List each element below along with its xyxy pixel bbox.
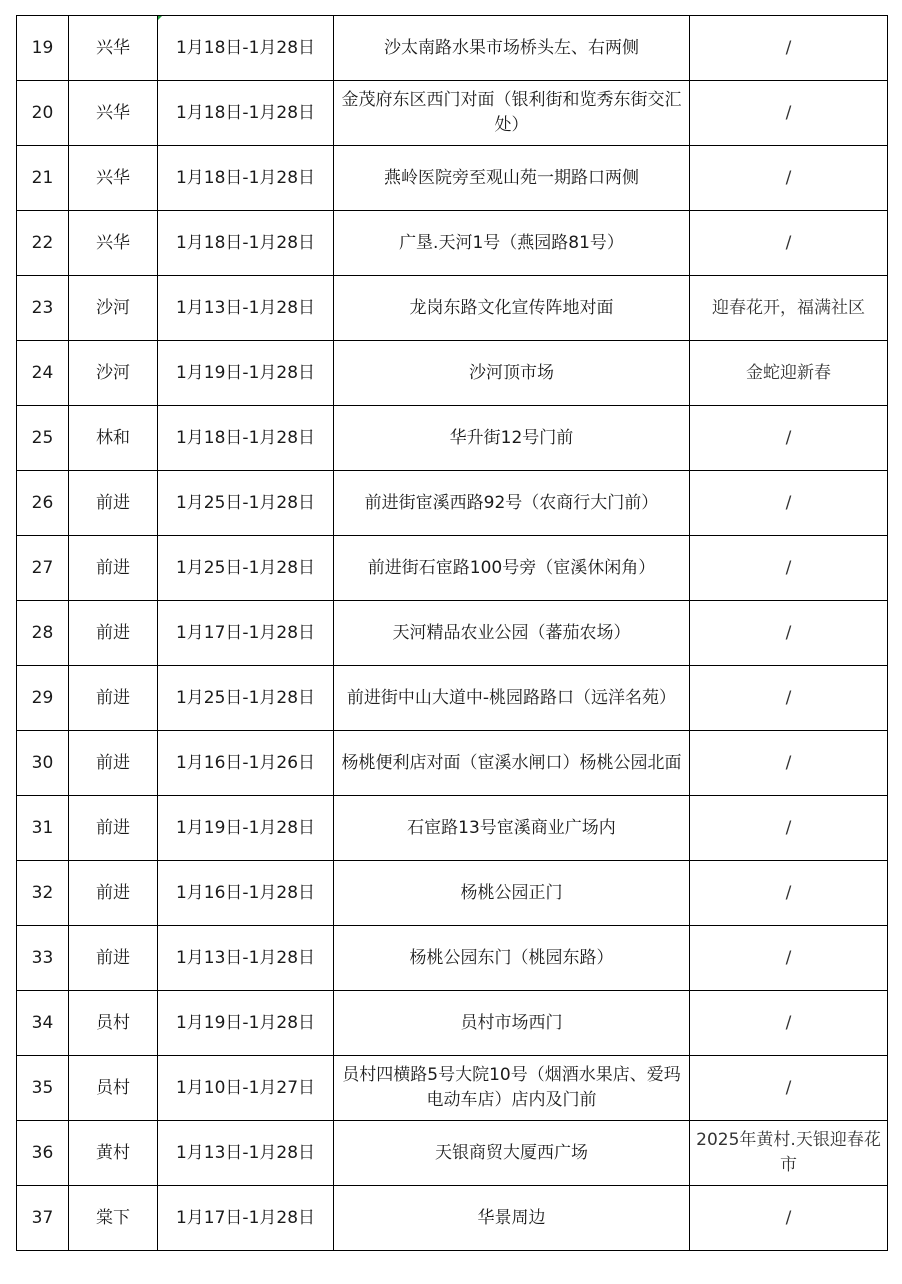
event-name-cell: / (690, 861, 888, 926)
event-name-cell: / (690, 666, 888, 731)
table-row (17, 1056, 888, 1121)
table-row (17, 16, 888, 81)
event-name-cell: / (690, 16, 888, 81)
street-cell: 前进 (69, 666, 158, 731)
row-number-cell: 35 (17, 1056, 69, 1121)
street-cell: 棠下 (69, 1186, 158, 1251)
location-cell: 员村市场西门 (334, 991, 690, 1056)
row-number-cell: 20 (17, 81, 69, 146)
street-cell: 前进 (69, 796, 158, 861)
street-cell: 前进 (69, 731, 158, 796)
row-number-cell: 24 (17, 341, 69, 406)
date-range-cell: 1月17日-1月28日 (158, 601, 334, 666)
date-range-cell: 1月19日-1月28日 (158, 796, 334, 861)
location-cell: 龙岗东路文化宣传阵地对面 (334, 276, 690, 341)
row-number-cell: 36 (17, 1121, 69, 1186)
street-cell: 前进 (69, 926, 158, 991)
location-cell: 华景周边 (334, 1186, 690, 1251)
row-number-cell: 26 (17, 471, 69, 536)
event-name-cell: / (690, 926, 888, 991)
row-number-cell: 30 (17, 731, 69, 796)
location-cell: 天银商贸大厦西广场 (334, 1121, 690, 1186)
street-cell: 兴华 (69, 211, 158, 276)
table-row (17, 926, 888, 991)
location-cell: 燕岭医院旁至观山苑一期路口两侧 (334, 146, 690, 211)
event-name-cell: / (690, 211, 888, 276)
location-cell: 杨桃公园东门（桃园东路） (334, 926, 690, 991)
date-range-cell: 1月16日-1月26日 (158, 731, 334, 796)
date-range-cell: 1月19日-1月28日 (158, 991, 334, 1056)
location-cell: 员村四横路5号大院10号（烟酒水果店、爱玛电动车店）店内及门前 (334, 1056, 690, 1121)
street-cell: 兴华 (69, 16, 158, 81)
location-cell: 前进街宦溪西路92号（农商行大门前） (334, 471, 690, 536)
location-cell: 沙河顶市场 (334, 341, 690, 406)
date-range-cell: 1月19日-1月28日 (158, 341, 334, 406)
row-number-cell: 28 (17, 601, 69, 666)
date-range-cell: 1月18日-1月28日 (158, 406, 334, 471)
event-name-cell: / (690, 1056, 888, 1121)
event-name-cell: / (690, 81, 888, 146)
street-cell: 沙河 (69, 341, 158, 406)
street-cell: 林和 (69, 406, 158, 471)
date-range-cell: 1月18日-1月28日 (158, 146, 334, 211)
event-name-cell: / (690, 991, 888, 1056)
street-cell: 黄村 (69, 1121, 158, 1186)
row-number-cell: 25 (17, 406, 69, 471)
date-range-cell: 1月18日-1月28日 (158, 81, 334, 146)
flower-market-table (16, 15, 888, 1251)
street-cell: 前进 (69, 471, 158, 536)
event-name-cell: / (690, 1186, 888, 1251)
date-range-cell: 1月25日-1月28日 (158, 536, 334, 601)
row-number-cell: 23 (17, 276, 69, 341)
table-row (17, 81, 888, 146)
street-cell: 前进 (69, 536, 158, 601)
street-cell: 员村 (69, 991, 158, 1056)
street-cell: 员村 (69, 1056, 158, 1121)
table-row (17, 1186, 888, 1251)
row-number-cell: 31 (17, 796, 69, 861)
location-cell: 石宦路13号宦溪商业广场内 (334, 796, 690, 861)
row-number-cell: 33 (17, 926, 69, 991)
event-name-cell: / (690, 536, 888, 601)
date-range-cell: 1月10日-1月27日 (158, 1056, 334, 1121)
event-name-cell: / (690, 406, 888, 471)
row-number-cell: 29 (17, 666, 69, 731)
table-row (17, 341, 888, 406)
table-body (17, 16, 888, 1251)
location-cell: 杨桃公园正门 (334, 861, 690, 926)
location-cell: 金茂府东区西门对面（银利街和览秀东街交汇处） (334, 81, 690, 146)
date-range-cell: 1月18日-1月28日 (158, 211, 334, 276)
table-row (17, 796, 888, 861)
location-cell: 广垦.天河1号（燕园路81号） (334, 211, 690, 276)
event-name-cell: / (690, 796, 888, 861)
date-range-cell: 1月13日-1月28日 (158, 276, 334, 341)
street-cell: 前进 (69, 601, 158, 666)
date-range-cell: 1月13日-1月28日 (158, 926, 334, 991)
row-number-cell: 32 (17, 861, 69, 926)
event-name-cell: 金蛇迎新春 (690, 341, 888, 406)
location-cell: 前进街石宦路100号旁（宦溪休闲角） (334, 536, 690, 601)
event-name-cell: 迎春花开，福满社区 (690, 276, 888, 341)
date-range-cell: 1月18日-1月28日 (158, 16, 334, 81)
row-number-cell: 34 (17, 991, 69, 1056)
table-row (17, 1121, 888, 1186)
date-range-cell: 1月25日-1月28日 (158, 666, 334, 731)
table-row (17, 146, 888, 211)
table-row (17, 731, 888, 796)
table-row (17, 601, 888, 666)
location-cell: 天河精品农业公园（蕃茄农场） (334, 601, 690, 666)
table-row (17, 211, 888, 276)
location-cell: 沙太南路水果市场桥头左、右两侧 (334, 16, 690, 81)
event-name-cell: / (690, 471, 888, 536)
event-name-cell: / (690, 601, 888, 666)
table-row (17, 471, 888, 536)
table-row (17, 406, 888, 471)
table-row (17, 991, 888, 1056)
row-number-cell: 21 (17, 146, 69, 211)
table-row (17, 666, 888, 731)
date-range-cell: 1月17日-1月28日 (158, 1186, 334, 1251)
street-cell: 兴华 (69, 146, 158, 211)
street-cell: 前进 (69, 861, 158, 926)
table-row (17, 536, 888, 601)
row-number-cell: 27 (17, 536, 69, 601)
table-row (17, 861, 888, 926)
table-row (17, 276, 888, 341)
event-name-cell: / (690, 731, 888, 796)
street-cell: 沙河 (69, 276, 158, 341)
date-range-cell: 1月25日-1月28日 (158, 471, 334, 536)
row-number-cell: 22 (17, 211, 69, 276)
row-number-cell: 37 (17, 1186, 69, 1251)
row-number-cell: 19 (17, 16, 69, 81)
location-cell: 华升街12号门前 (334, 406, 690, 471)
location-cell: 前进街中山大道中-桃园路路口（远洋名苑） (334, 666, 690, 731)
date-range-cell: 1月13日-1月28日 (158, 1121, 334, 1186)
date-range-cell: 1月16日-1月28日 (158, 861, 334, 926)
location-cell: 杨桃便利店对面（宦溪水闸口）杨桃公园北面 (334, 731, 690, 796)
street-cell: 兴华 (69, 81, 158, 146)
event-name-cell: / (690, 146, 888, 211)
event-name-cell: 2025年黄村.天银迎春花市 (690, 1121, 888, 1186)
